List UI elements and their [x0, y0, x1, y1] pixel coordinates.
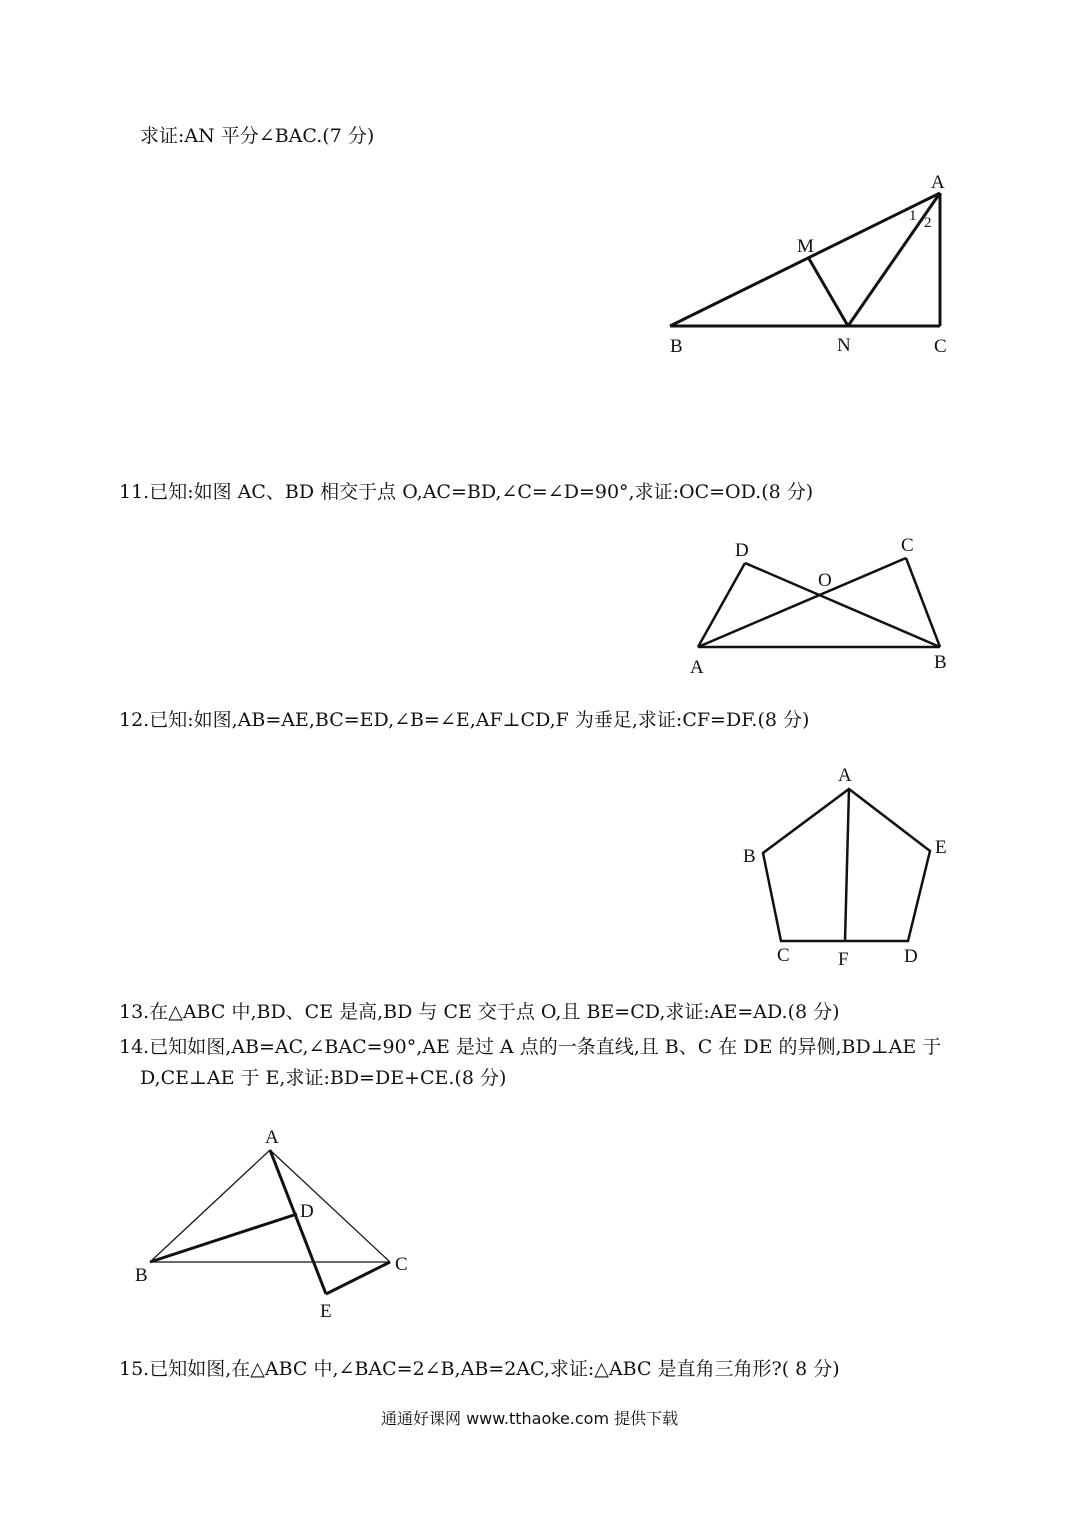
label-b: B: [743, 846, 756, 867]
q14-text-line1: 14.已知如图,AB=AC,∠BAC=90°,AE 是过 A 点的一条直线,且 B、C 在 DE 的异侧,BD⊥AE 于: [119, 1036, 942, 1058]
label-c: C: [777, 945, 790, 966]
label-c: C: [934, 336, 947, 357]
label-b: B: [670, 336, 683, 357]
label-c: C: [395, 1254, 408, 1275]
label-n: N: [837, 335, 851, 356]
q15-text: 15.已知如图,在△ABC 中,∠BAC=2∠B,AB=2AC,求证:△ABC 是直角三角形?( 8 分): [119, 1358, 840, 1380]
label-a: A: [931, 172, 945, 193]
q13-text: 13.在△ABC 中,BD、CE 是高,BD 与 CE 交于点 O,且 BE=CD,求证:AE=AD.(8 分): [119, 1001, 840, 1023]
q11-text: 11.已知:如图 AC、BD 相交于点 O,AC=BD,∠C=∠D=90°,求证:OC=OD.(8 分): [119, 481, 814, 503]
label-d: D: [904, 946, 918, 967]
label-a: A: [690, 657, 704, 678]
label-e: E: [320, 1301, 332, 1322]
label-b: B: [934, 652, 947, 673]
q10-tail-text: 求证:AN 平分∠BAC.(7 分): [140, 125, 375, 147]
page-footer: 通通好课网 www.tthaoke.com 提供下载: [381, 1409, 679, 1428]
angle-1-label: 1: [909, 208, 917, 224]
figure-q12: [735, 760, 965, 975]
figure-q14: [125, 1120, 425, 1330]
label-d: D: [300, 1201, 314, 1222]
label-a: A: [838, 765, 852, 786]
q14-text-line2: D,CE⊥AE 于 E,求证:BD=DE+CE.(8 分): [140, 1067, 507, 1089]
label-f: F: [838, 949, 849, 970]
label-e: E: [935, 837, 947, 858]
label-m: M: [797, 236, 814, 257]
label-o: O: [818, 570, 832, 591]
figure-q10: [650, 165, 980, 365]
label-c: C: [901, 535, 914, 556]
label-a: A: [265, 1127, 279, 1148]
figure-q11: [680, 530, 970, 680]
label-b: B: [135, 1265, 148, 1286]
q12-text: 12.已知:如图,AB=AE,BC=ED,∠B=∠E,AF⊥CD,F 为垂足,求证:CF=DF.(8 分): [119, 709, 810, 731]
angle-2-label: 2: [924, 215, 932, 231]
label-d: D: [735, 540, 749, 561]
